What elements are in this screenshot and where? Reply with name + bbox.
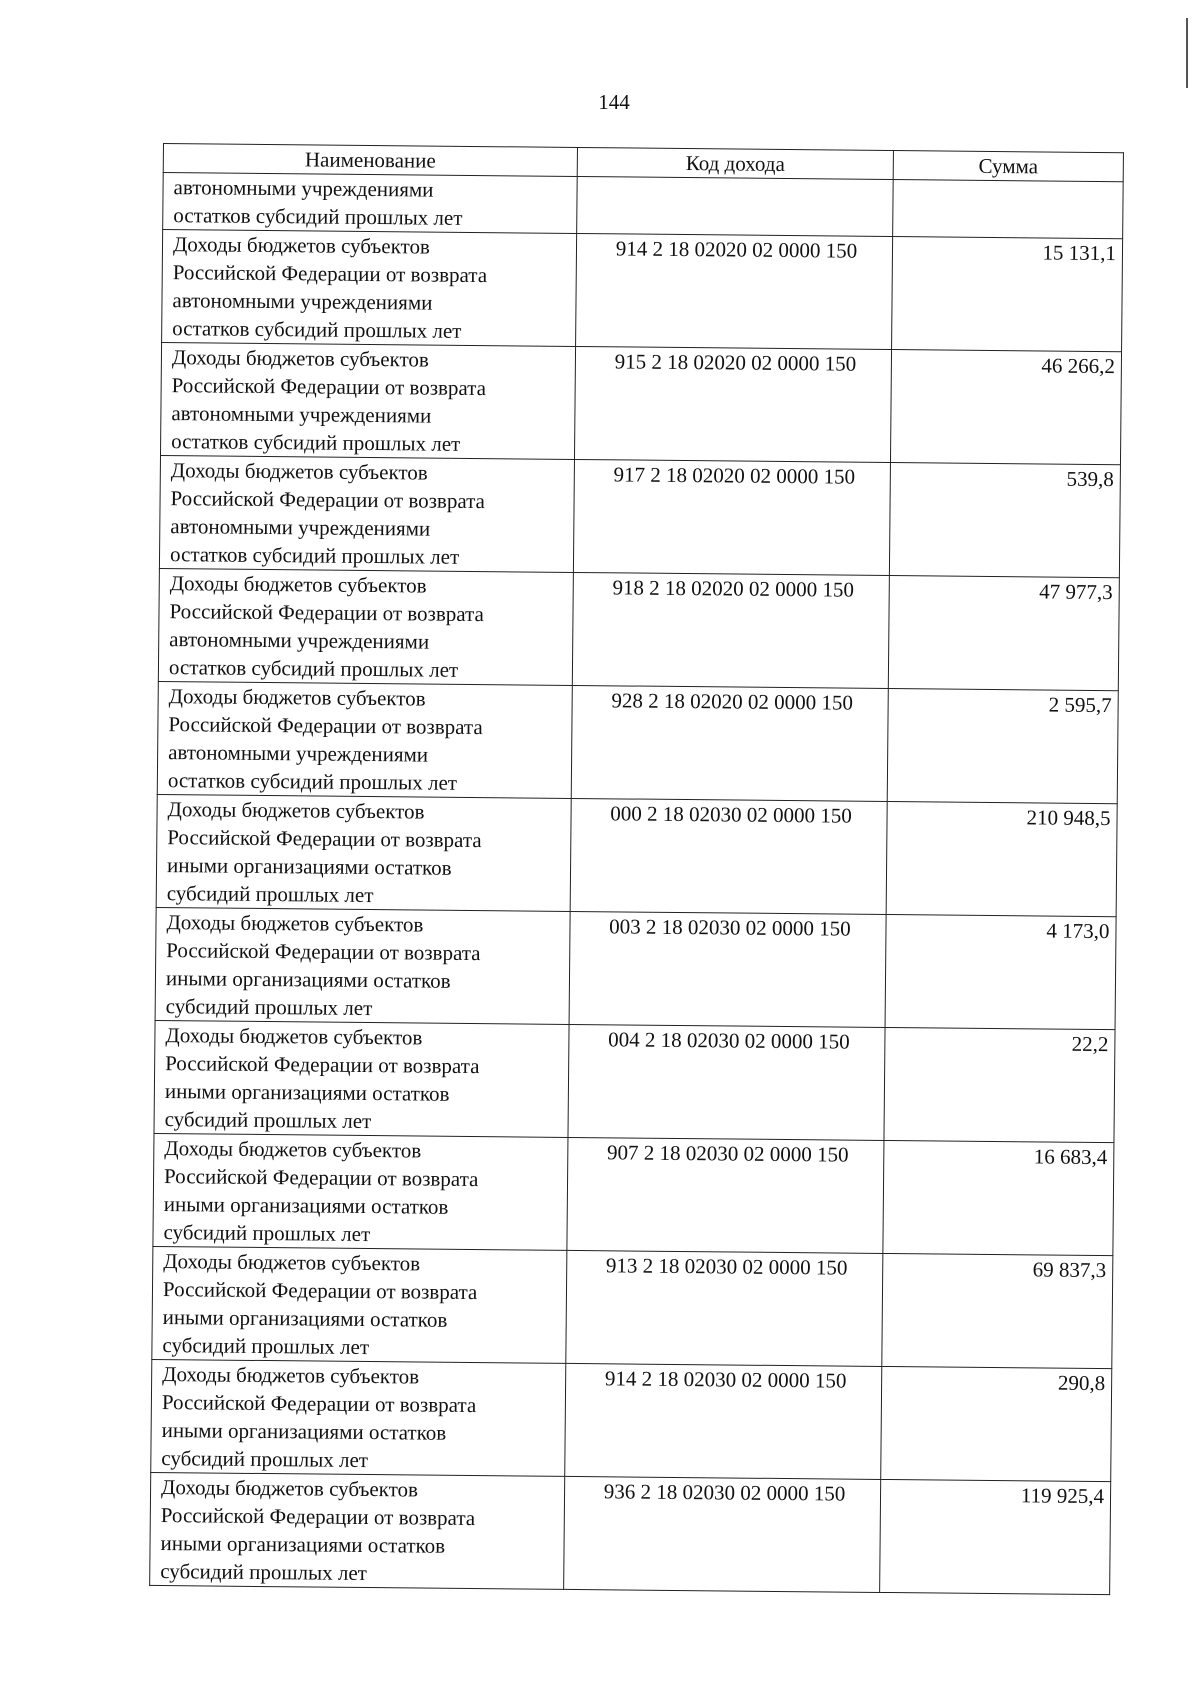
table-row <box>163 173 1124 239</box>
cell-code: 915 2 18 02020 02 0000 150 <box>574 346 891 462</box>
name-line: субсидий прошлых лет <box>161 1446 369 1473</box>
table-row <box>150 1472 1111 1594</box>
cell-sum: 4 173,0 <box>885 914 1116 1029</box>
name-line: Российской Федерации от возврата <box>165 1051 480 1079</box>
name-line: иными организациями остатков <box>161 1418 447 1445</box>
name-line: субсидий прошлых лет <box>164 1107 372 1134</box>
table-row <box>154 1020 1115 1142</box>
cell-sum: 69 837,3 <box>882 1253 1113 1368</box>
name-line: остатков субсидий прошлых лет <box>173 203 463 230</box>
name-line: Доходы бюджетов субъектов <box>171 345 429 372</box>
cell-sum: 290,8 <box>881 1366 1112 1481</box>
cell-code: 004 2 18 02030 02 0000 150 <box>568 1024 885 1140</box>
table-row <box>161 342 1122 464</box>
cell-code: 913 2 18 02030 02 0000 150 <box>566 1250 883 1366</box>
table-row <box>156 794 1117 916</box>
name-line: Доходы бюджетов субъектов <box>164 1136 422 1163</box>
name-line: Доходы бюджетов субъектов <box>160 1475 419 1502</box>
table-row <box>151 1359 1112 1481</box>
page-number: 144 <box>598 90 630 114</box>
cell-name <box>158 568 573 685</box>
name-line: автономными учреждениями <box>169 627 430 654</box>
cell-name <box>157 681 572 798</box>
name-line: автономными учреждениями <box>171 401 432 428</box>
name-line: Российской Федерации от возврата <box>167 825 482 853</box>
cell-sum <box>893 180 1124 239</box>
cell-name <box>155 907 570 1024</box>
name-line: Доходы бюджетов субъектов <box>169 571 427 598</box>
table-row <box>162 230 1123 352</box>
name-line: автономными учреждениями <box>170 514 431 541</box>
name-line: Российской Федерации от возврата <box>171 373 487 401</box>
cell-code: 936 2 18 02030 02 0000 150 <box>564 1476 881 1592</box>
name-line: Доходы бюджетов субъектов <box>162 1362 420 1389</box>
name-line: остатков субсидий прошлых лет <box>169 542 460 569</box>
cell-sum: 46 266,2 <box>890 350 1121 465</box>
cell-name <box>154 1020 569 1137</box>
name-line: Российской Федерации от возврата <box>162 1277 478 1305</box>
name-line: остатков субсидий прошлых лет <box>171 429 461 456</box>
cell-code: 928 2 18 02020 02 0000 150 <box>571 685 888 801</box>
name-line: иными организациями остатков <box>165 966 451 993</box>
header-name: Наименование <box>163 144 577 177</box>
name-line: иными организациями остатков <box>163 1192 449 1219</box>
cell-name <box>159 455 574 572</box>
cell-sum: 47 977,3 <box>888 575 1119 690</box>
name-line: Доходы бюджетов субъектов <box>168 684 426 711</box>
cell-code <box>577 176 894 236</box>
cell-name <box>163 173 578 234</box>
name-line: субсидий прошлых лет <box>166 881 374 908</box>
cell-name <box>150 1472 565 1589</box>
name-line: иными организациями остатков <box>162 1305 448 1332</box>
name-line: иными организациями остатков <box>166 853 452 880</box>
cell-name <box>162 230 577 347</box>
name-line: субсидий прошлых лет <box>160 1559 368 1586</box>
header-code: Код дохода <box>577 147 893 179</box>
name-line: Российской Федерации от возврата <box>166 938 481 966</box>
cell-code: 914 2 18 02030 02 0000 150 <box>565 1363 882 1479</box>
cell-code: 907 2 18 02030 02 0000 150 <box>567 1137 884 1253</box>
cell-sum: 210 948,5 <box>886 801 1117 916</box>
name-line: Доходы бюджетов субъектов <box>166 910 424 937</box>
cell-code: 000 2 18 02030 02 0000 150 <box>570 798 887 914</box>
name-line: Доходы бюджетов субъектов <box>167 797 425 824</box>
name-line: Доходы бюджетов субъектов <box>165 1023 423 1050</box>
cell-name <box>151 1359 566 1476</box>
cell-code: 914 2 18 02020 02 0000 150 <box>576 233 893 349</box>
revenue-table <box>149 143 1124 1595</box>
cell-code: 918 2 18 02020 02 0000 150 <box>572 572 889 688</box>
name-line: Российской Федерации от возврата <box>161 1390 477 1418</box>
cell-name <box>156 794 571 911</box>
cell-sum: 22,2 <box>884 1027 1115 1142</box>
name-line: Российской Федерации от возврата <box>168 712 483 740</box>
name-line: автономными учреждениями <box>168 740 429 767</box>
table-row <box>155 907 1116 1029</box>
cell-name <box>152 1246 567 1363</box>
table-row <box>153 1133 1114 1255</box>
cell-sum: 2 595,7 <box>887 688 1118 803</box>
name-line: автономными учреждениями <box>173 175 434 202</box>
table-row <box>159 455 1120 577</box>
name-line: субсидий прошлых лет <box>163 1220 371 1247</box>
name-line: Российской Федерации от возврата <box>160 1503 476 1531</box>
name-line: иными организациями остатков <box>160 1531 446 1558</box>
cell-sum: 15 131,1 <box>892 237 1123 352</box>
cell-code: 917 2 18 02020 02 0000 150 <box>573 459 890 575</box>
name-line: иными организациями остатков <box>164 1079 450 1106</box>
scan-edge-mark <box>1186 18 1188 88</box>
name-line: Российской Федерации от возврата <box>163 1164 479 1192</box>
name-line: Доходы бюджетов субъектов <box>172 232 431 259</box>
cell-sum: 539,8 <box>889 462 1120 577</box>
name-line: остатков субсидий прошлых лет <box>168 655 459 682</box>
table-body <box>150 173 1124 1595</box>
cell-code: 003 2 18 02030 02 0000 150 <box>569 911 886 1027</box>
table-row <box>157 681 1118 803</box>
name-line: Российской Федерации от возврата <box>170 486 486 514</box>
name-line: автономными учреждениями <box>172 288 433 315</box>
table-row <box>158 568 1119 690</box>
name-line: остатков субсидий прошлых лет <box>172 316 462 343</box>
cell-name <box>153 1133 568 1250</box>
cell-sum: 119 925,4 <box>880 1479 1111 1594</box>
cell-sum: 16 683,4 <box>883 1140 1114 1255</box>
name-line: Доходы бюджетов субъектов <box>170 458 428 485</box>
header-sum: Сумма <box>893 151 1123 182</box>
cell-name <box>161 342 576 459</box>
name-line: субсидий прошлых лет <box>165 994 373 1021</box>
name-line: субсидий прошлых лет <box>162 1333 370 1360</box>
name-line: остатков субсидий прошлых лет <box>167 768 458 795</box>
name-line: Российской Федерации от возврата <box>169 599 484 627</box>
table-row <box>152 1246 1113 1368</box>
name-line: Доходы бюджетов субъектов <box>163 1249 421 1276</box>
name-line: Российской Федерации от возврата <box>172 260 488 288</box>
